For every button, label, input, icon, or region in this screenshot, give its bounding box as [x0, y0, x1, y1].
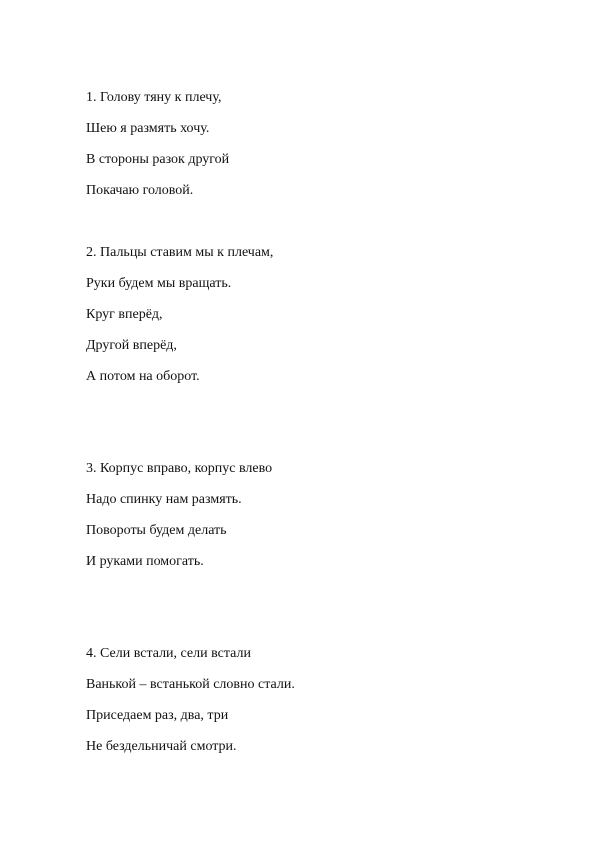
stanza-2-line-4: Другой вперёд,: [86, 338, 177, 353]
stanza-3-line-3: Повороты будем делать: [86, 523, 227, 538]
stanza-2-line-3: Круг вперёд,: [86, 307, 163, 322]
stanza-2-line-1: 2. Пальцы ставим мы к плечам,: [86, 245, 274, 260]
stanza-3-line-1: 3. Корпус вправо, корпус влево: [86, 461, 273, 476]
stanza-4-line-3: Приседаем раз, два, три: [86, 708, 229, 723]
stanza-2-line-5: А потом на оборот.: [86, 369, 200, 384]
stanza-1-line-3: В стороны разок другой: [86, 152, 230, 167]
stanza-3-line-4: И руками помогать.: [86, 554, 204, 569]
stanza-1-line-2: Шею я размять хочу.: [86, 121, 210, 136]
stanza-2-line-2: Руки будем мы вращать.: [86, 276, 232, 291]
stanza-4-line-1: 4. Сели встали, сели встали: [86, 646, 251, 661]
stanza-1-line-4: Покачаю головой.: [86, 183, 194, 198]
stanza-4-line-2: Ванькой – встанькой словно стали.: [86, 677, 295, 692]
stanza-4-line-4: Не бездельничай смотри.: [86, 739, 237, 754]
stanza-1-line-1: 1. Голову тяну к плечу,: [86, 90, 222, 105]
stanza-3-line-2: Надо спинку нам размять.: [86, 492, 242, 507]
